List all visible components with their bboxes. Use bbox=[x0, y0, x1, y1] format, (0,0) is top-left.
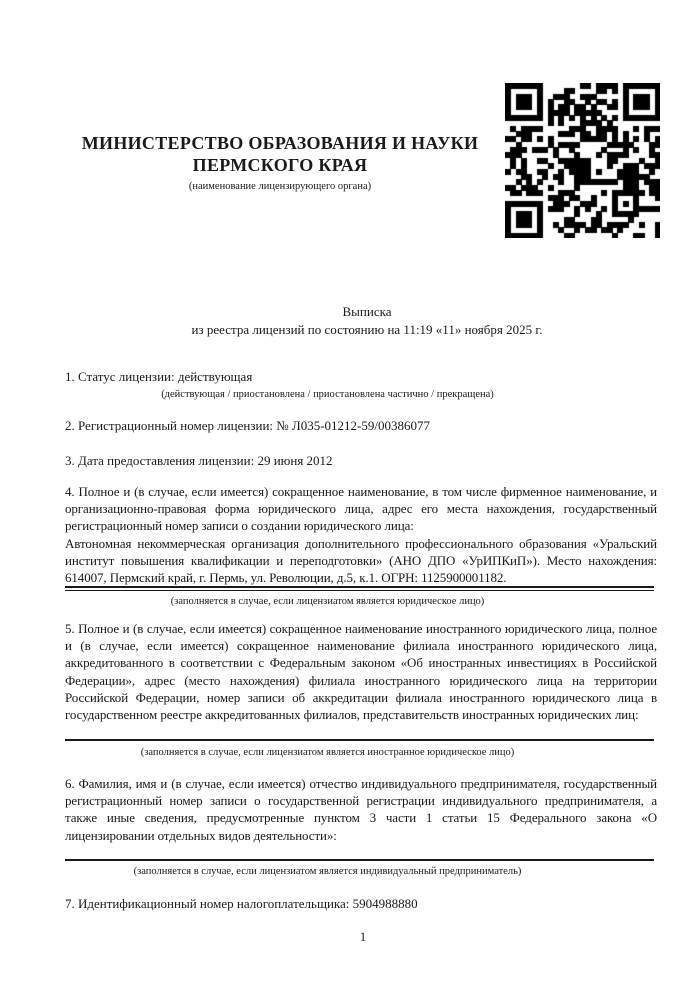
legal-entity-label: 4. Полное и (в случае, если имеется) сокращенное наименование, в том числе фирменное наименование, и организационно-правовая форма юридического лица, адрес его места нахождения, государственный регистрационный номер записи о создании юридического лица: bbox=[65, 484, 657, 534]
document-title-line1: Выписка bbox=[342, 304, 392, 319]
item-legal-entity-details bbox=[65, 483, 657, 586]
page-number: 1 bbox=[359, 930, 367, 944]
individual-entrepreneur-label: 6. Фамилия, имя и (в случае, если имеется) отчество индивидуального предпринимателя, государственный регистрационный номер записи о государственной регистрации индивидуального предпринимателя, а также иные сведения, предусмотренные пунктом 3 части 1 статьи 15 Федерального закона «О лицензировании отдельных видов деятельности»: bbox=[65, 776, 657, 843]
authority-name-caption: (наименование лицензирующего органа) bbox=[188, 181, 372, 192]
foreign-entity-field-line bbox=[65, 739, 654, 741]
licensing-authority-header bbox=[55, 132, 505, 193]
item-foreign-entity-details bbox=[65, 620, 657, 723]
foreign-entity-field-caption: (заполняется в случае, если лицензиатом является иностранное юридическое лицо) bbox=[140, 747, 515, 758]
individual-entrepreneur-field-caption: (заполняется в случае, если лицензиатом является индивидуальный предприниматель) bbox=[133, 866, 522, 877]
qr-code-icon bbox=[505, 83, 660, 238]
item-registration-number: 2. Регистрационный номер лицензии: № Л035-01212-59/00386077 bbox=[65, 418, 431, 433]
foreign-entity-label: 5. Полное и (в случае, если имеется) сокращенное наименование иностранного юридического лица, полное и (в случае, если имеется) сокращенное наименование филиала иностранного юридического лица, аккредитованного в соответствии с Федеральным законом «Об иностранных инвестициях в Российской Федерации», адрес (место нахождения) филиала иностранного юридического лица на территории Российской Федерации, номер записи об аккредитации филиала иностранного юридического лица в государственном реестре аккредитованных филиалов, представительств иностранных юридических лиц: bbox=[65, 621, 657, 723]
individual-entrepreneur-field-line bbox=[65, 859, 654, 861]
item-taxpayer-id: 7. Идентификационный номер налогоплательщика: 5904988880 bbox=[65, 896, 418, 911]
item-individual-entrepreneur-details bbox=[65, 775, 657, 844]
item-license-status: 1. Статус лицензии: действующая bbox=[65, 369, 253, 384]
legal-entity-field-caption: (заполняется в случае, если лицензиатом является юридическое лицо) bbox=[170, 596, 485, 607]
license-status-options-caption: (действующая / приостановлена / приостановлена частично / прекращена) bbox=[161, 389, 494, 400]
legal-entity-value: Автономная некоммерческая организация дополнительного профессионального образования «Уральский институт повышения квалификации и переподготовки» (АНО ДПО «УрИПКиП»). Место нахождения: 614007, Пермский край, г. Пермь, ул. Революции, д.5, к.1. ОГРН: 1125900001182. bbox=[65, 535, 657, 586]
ministry-name-line1: МИНИСТЕРСТВО ОБРАЗОВАНИЯ И НАУКИ bbox=[81, 133, 479, 153]
document-title-line2: из реестра лицензий по состоянию на 11:19 «11» ноября 2025 г. bbox=[191, 321, 543, 337]
legal-entity-field-line bbox=[65, 586, 654, 591]
document-title bbox=[77, 303, 657, 338]
ministry-name-line2: ПЕРМСКОГО КРАЯ bbox=[192, 155, 368, 175]
item-license-grant-date: 3. Дата предоставления лицензии: 29 июня 2012 bbox=[65, 453, 333, 468]
